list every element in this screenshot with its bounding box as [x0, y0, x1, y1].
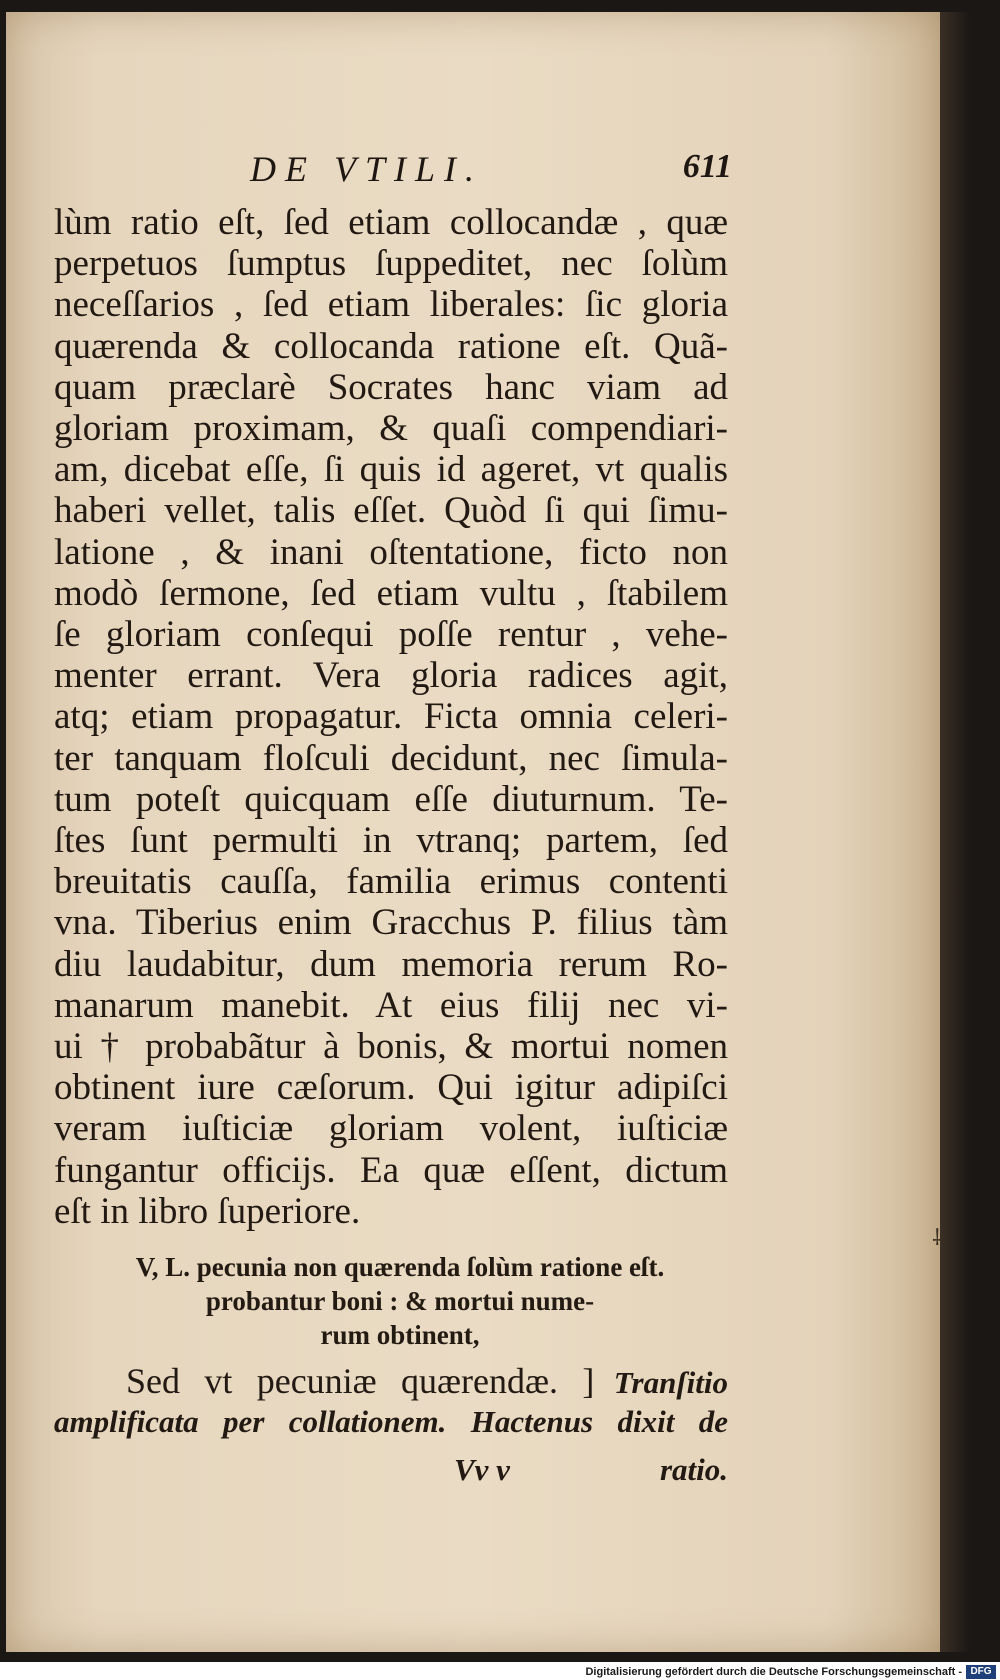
text-line: breuitatis cauſſa, familia erimus contenti [54, 861, 728, 903]
text-line: ui † probabãtur à bonis, & mortui nomen [54, 1026, 728, 1068]
commentary-line: amplificata per collationem. Hactenus dixit de [54, 1404, 728, 1439]
text-line: diu laudabitur, dum memoria rerum Ro- [54, 943, 728, 985]
page-header [250, 148, 732, 192]
side-note [80, 1250, 720, 1352]
side-note-line: rum obtinent, [320, 1320, 480, 1350]
commentary-line [126, 1360, 728, 1402]
margin-mark: ⸸ [932, 1226, 943, 1251]
dfg-logo: DFG [966, 1665, 996, 1679]
text-line: ter tanquam floſculi decidunt, nec ſimula- [54, 737, 728, 779]
text-line: vna. Tiberius enim Gracchus P. filius tàm [54, 902, 728, 944]
text-line: quærenda & collocanda ratione eſt. Quã- [54, 325, 728, 367]
page-number: 611 [682, 148, 732, 185]
book-fore-edge [940, 12, 970, 1652]
main-text-block [54, 202, 728, 1232]
commentary-italic: Tranſitio [613, 1365, 729, 1400]
text-line: menter errant. Vera gloria radices agit, [54, 655, 728, 697]
text-line: veram iuſticiæ gloriam volent, iuſticiæ [54, 1108, 728, 1150]
text-line: ſe gloriam conſequi poſſe rentur , vehe- [54, 614, 728, 656]
text-line: eſt in libro ſuperiore. [54, 1190, 361, 1232]
side-note-line: probantur boni : & mortui nume- [205, 1286, 595, 1316]
text-line: lùm ratio eſt, ſed etiam collocandæ , quæ [54, 202, 728, 243]
commentary-lemma: Sed vt pecuniæ quærendæ. ] [126, 1361, 595, 1401]
text-line: perpetuos ſumptus ſuppeditet, nec ſolùm [54, 243, 728, 285]
text-line: gloriam proximam, & quaſi compendiari- [54, 408, 728, 450]
text-line: am, dicebat eſſe, ſi quis id ageret, vt qualis [54, 449, 728, 491]
text-line: modò ſermone, ſed etiam vultu , ſtabilem [54, 572, 728, 614]
signature-mark: Vv v [454, 1452, 510, 1487]
text-line: atq; etiam propagatur. Ficta omnia celeri- [54, 696, 728, 738]
text-line: neceſſarios , ſed etiam liberales: ſic gloria [54, 284, 728, 326]
text-line: obtinent iure cæſorum. Qui igitur adipiſci [54, 1067, 728, 1109]
text-line: manarum manebit. At eius filij nec vi- [54, 984, 728, 1026]
text-line: latione , & inani oſtentatione, ficto non [54, 531, 728, 573]
catchword: ratio. [659, 1452, 728, 1487]
text-line: ſtes ſunt permulti in vtranq; partem, ſed [54, 820, 728, 862]
running-head: DE VTILI. [250, 149, 483, 189]
text-line: haberi vellet, talis eſſet. Quòd ſi qui ſimu- [54, 490, 728, 532]
side-note-line: V, L. pecunia non quærenda ſolùm ratione eſt. [135, 1252, 665, 1282]
text-line: quam præclarè Socrates hanc viam ad [54, 366, 728, 408]
text-line: fungantur officijs. Ea quæ eſſent, dictum [54, 1149, 728, 1191]
text-line: tum poteſt quicquam eſſe diuturnum. Te- [54, 778, 728, 820]
digitization-credit: Digitalisierung gefördert durch die Deutsche Forschungsgemeinschaft - [585, 1666, 962, 1678]
